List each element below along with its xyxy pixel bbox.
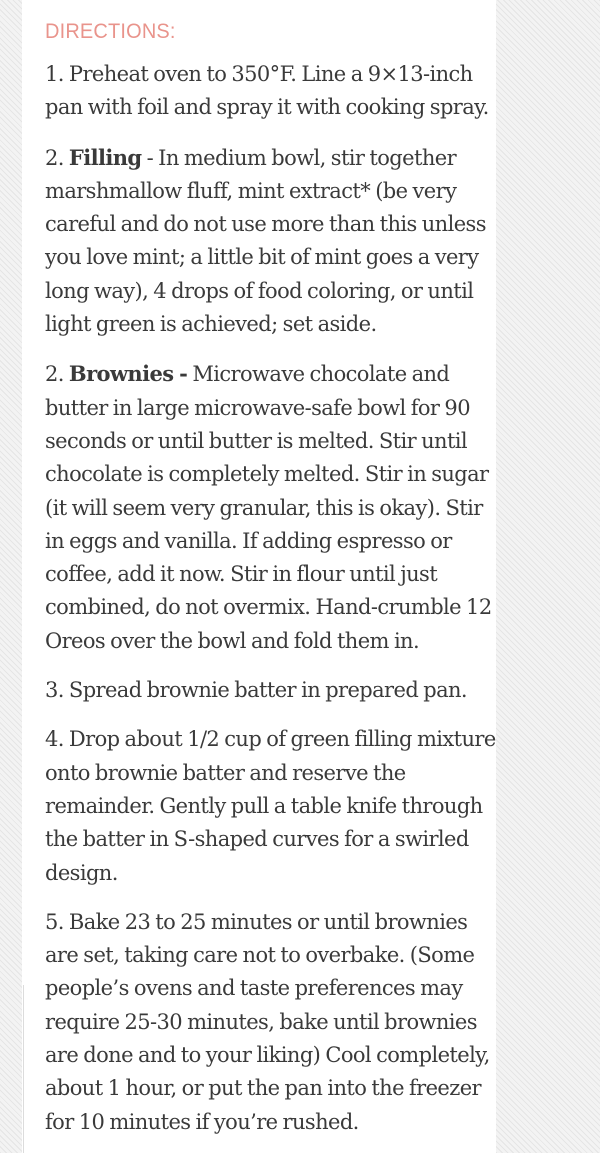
- direction-step-3: [45, 674, 499, 707]
- directions-card: [22, 0, 496, 1153]
- step-text: 1. Preheat oven to 350°F. Line a 9×13-inch pan with foil and spray it with cooking spray.: [45, 62, 489, 120]
- step-title: Brownies -: [68, 361, 188, 387]
- step-text: 4. Drop about 1/2 cup of green filling mixture onto brownie batter and reserve the remainder. Gently pull a table knife through the batter in S-shaped curves for a swirled design.: [45, 727, 496, 885]
- directions-list: [45, 58, 499, 1155]
- step-text: 5. Bake 23 to 25 minutes or until brownies are set, taking care not to overbake. (Some people’s ovens and taste preferences may require 25-30 minutes, bake until brownies are done and to your liking) Cool completely, about 1 hour, or put the pan into the freezer for 10 minutes if you’re rushed.: [45, 909, 490, 1134]
- page-background-left: [0, 0, 22, 1153]
- step-text: Microwave chocolate and butter in large microwave-safe bowl for 90 seconds or until butter is melted. Stir until chocolate is completely melted. Stir in sugar (it will seem very granular, this is okay). Stir in eggs and vanilla. If adding espresso or coffee, add it now. Stir in flour until just combined, do not overmix. Hand-crumble 12 Oreos over the bowl and fold them in.: [45, 362, 492, 653]
- direction-step-2-brownies: [45, 357, 499, 658]
- step-number: 2.: [45, 145, 69, 170]
- step-number: 2.: [45, 362, 69, 387]
- direction-step-1: [45, 58, 499, 125]
- page-background-right: [496, 0, 600, 1153]
- step-text: - In medium bowl, stir together marshmallow fluff, mint extract* (be very careful and do not use more than this unless you love mint; a little bit of mint goes a very long way), 4 drops of food coloring, or until light green is achieved; set aside.: [45, 145, 486, 337]
- direction-step-5: [45, 906, 499, 1139]
- directions-heading: DIRECTIONS:: [45, 20, 176, 43]
- card-edge-divider: [23, 985, 24, 1153]
- step-title: Filling: [68, 144, 142, 170]
- step-text: 3. Spread brownie batter in prepared pan.: [45, 678, 468, 703]
- direction-step-2-filling: [45, 141, 499, 342]
- direction-step-4: [45, 723, 499, 889]
